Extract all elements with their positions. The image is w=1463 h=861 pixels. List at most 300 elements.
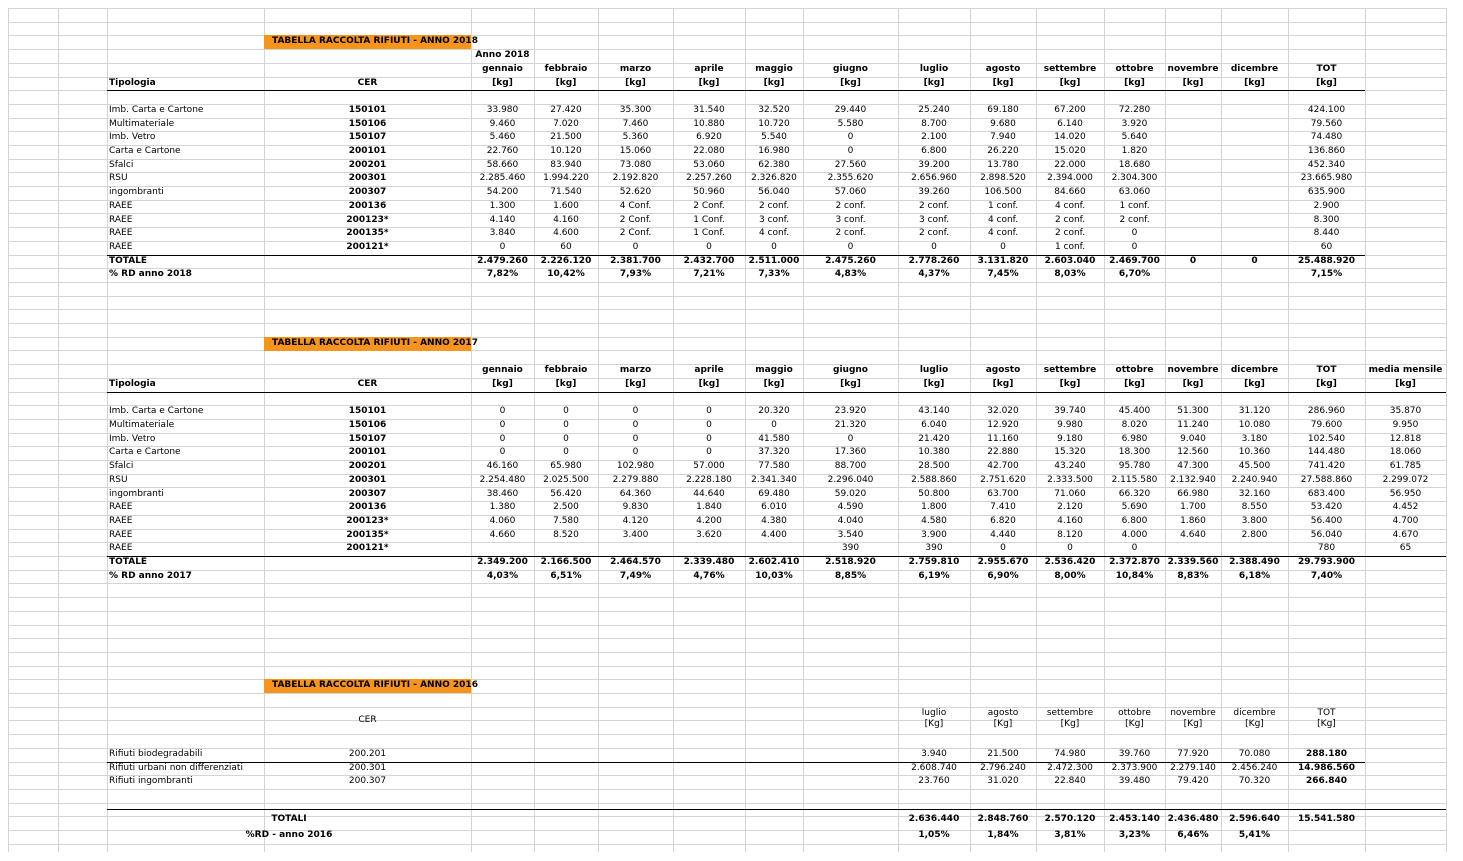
rd-cell: 4,03% [486,571,519,581]
column-header: febbraio [544,365,588,375]
total-cell: 3.131.820 [977,256,1029,266]
data-cell: 2.472.300 [1047,763,1093,773]
data-cell [1165,172,1221,185]
unit-label: [kg] [1124,379,1145,389]
row-type-label: Carta e Cartone [109,447,181,457]
unit-label: [kg] [923,379,945,389]
data-cell: 39.260 [918,187,950,197]
data-cell: 20.320 [758,406,790,416]
data-cell: 32.020 [987,406,1019,416]
unit-label: [kg] [1316,379,1337,389]
rd-cell: 6,90% [987,571,1019,581]
data-cell: 35.300 [619,105,652,115]
data-cell [1165,241,1221,254]
data-cell: 8.700 [921,119,947,129]
data-cell: 1.994.220 [543,173,589,183]
data-cell: 8.520 [553,530,579,540]
data-cell: 15.320 [1054,447,1086,457]
gridline-horizontal [8,597,1446,598]
data-cell: 2.500 [553,502,579,512]
rd-cell: 7,82% [486,269,519,279]
data-cell: 9.680 [990,119,1016,129]
data-cell: 2 conf. [1054,215,1086,225]
data-cell: 4.040 [837,516,864,526]
data-cell: 10.360 [1238,447,1271,457]
data-cell: 50.800 [918,489,950,499]
rd-cell [1165,268,1221,281]
data-cell: 0 [563,420,569,430]
data-cell: 10.880 [693,119,725,129]
total-cell: 2.570.120 [1044,814,1096,824]
row-cer-code: 150106 [348,119,387,129]
data-cell: 6.980 [1121,434,1148,444]
column-header: aprile [694,365,724,375]
gridline-vertical [1446,8,1447,852]
rd-cell: 10,03% [755,571,793,581]
unit-label: [Kg] [1125,719,1144,729]
data-cell: 10.720 [758,119,790,129]
data-cell: 37.320 [758,447,790,457]
data-cell: 39.760 [1118,749,1151,759]
data-cell: 60 [560,242,572,252]
total-cell: 2.778.260 [908,256,960,266]
data-cell: 4.590 [837,502,864,512]
unit-label: [kg] [992,379,1014,389]
data-cell: 4.160 [553,215,579,225]
data-cell: 46.160 [486,461,519,471]
row-type-label: RAEE [109,543,133,553]
data-cell: 136.860 [1307,146,1346,156]
data-cell: 66.320 [1118,489,1151,499]
column-header: luglio [919,64,949,74]
data-cell: 79.420 [1177,776,1209,786]
data-cell: 1.820 [1121,146,1148,156]
data-cell: 13.780 [987,160,1019,170]
column-header: giugno [833,365,868,375]
unit-label: [kg] [1316,78,1337,88]
row-cer-code: 200136 [348,502,387,512]
data-cell: 1 Conf. [693,215,725,225]
data-cell: 2.456.240 [1231,763,1278,773]
data-cell: 4.452 [1392,502,1419,512]
gridline-horizontal [8,49,1446,50]
data-cell: 56.400 [1310,516,1343,526]
data-cell: 4 conf. [758,228,790,238]
unit-label: [kg] [763,379,785,389]
data-cell: 0 [847,132,854,142]
rd-cell [1365,570,1446,583]
data-cell: 71.540 [550,187,582,197]
data-cell: 31.120 [1238,406,1271,416]
unit-label: [kg] [1244,379,1265,389]
data-cell: 9.980 [1057,420,1083,430]
rd-cell: 7,33% [758,269,790,279]
data-cell: 47.300 [1177,461,1209,471]
data-cell: 3 conf. [835,215,866,225]
total-cell: 2.475.260 [825,256,876,266]
row-type-label: ingombranti [109,187,164,197]
gridline-horizontal [8,844,1446,845]
data-cell: 4.160 [1057,516,1083,526]
rd-cell: 7,49% [619,571,652,581]
rd-cell: 10,84% [1115,571,1154,581]
data-cell: 2 conf. [918,201,950,211]
data-cell: 1.600 [553,201,579,211]
data-cell: 2.132.940 [1170,475,1216,485]
data-cell: 23.665.980 [1300,173,1353,183]
gridline-horizontal [8,350,1446,351]
data-cell: 3.840 [489,228,516,238]
data-cell: 12.560 [1177,447,1209,457]
data-cell: 15.060 [619,146,652,156]
data-cell: 15.020 [1054,146,1086,156]
gridline-horizontal [8,789,1446,790]
data-cell: 2.900 [1313,201,1340,211]
row-cer-code: 200307 [348,489,387,499]
total-cell: 2.636.440 [908,814,960,824]
rd-label: % RD anno 2017 [109,571,192,581]
data-cell: 45.400 [1118,406,1151,416]
data-cell: 10.080 [1238,420,1271,430]
column-header: marzo [619,64,652,74]
rd-cell [1221,268,1288,281]
data-cell [1221,186,1288,199]
rd-label: %RD - anno 2016 [245,830,333,840]
data-cell: 2.394.000 [1047,173,1093,183]
data-cell: 0 [771,420,777,430]
data-cell: 4.000 [1121,530,1148,540]
data-cell: 74.980 [1054,749,1086,759]
row-type-label: RAEE [109,502,133,512]
data-cell: 66.980 [1177,489,1209,499]
data-cell: 7.410 [990,502,1016,512]
data-cell [1165,131,1221,144]
total-cell: 2.603.040 [1044,256,1096,266]
data-cell: 0 [499,242,506,252]
data-cell: 2 conf. [835,201,866,211]
data-cell: 4.400 [761,530,787,540]
data-cell: 57.000 [693,461,725,471]
row-cer-code: 150106 [348,420,387,430]
column-header: ottobre [1115,365,1154,375]
column-header: novembre [1170,708,1216,718]
rd-cell: 6,70% [1118,269,1151,279]
total-cell [1365,556,1446,569]
column-header: ottobre [1115,64,1154,74]
data-cell: 65.980 [550,461,582,471]
data-cell: 144.480 [1307,447,1346,457]
data-cell: 2.326.820 [751,173,797,183]
column-header: maggio [755,64,793,74]
row-cer-code: 200135* [346,228,389,238]
total-cell: 2.349.200 [477,557,528,567]
data-cell: 2.751.620 [980,475,1026,485]
unit-label: [kg] [840,379,861,389]
data-cell [1221,118,1288,131]
data-cell: 22.840 [1054,776,1086,786]
data-cell: 18.300 [1118,447,1151,457]
data-cell: 102.540 [1307,434,1346,444]
gridline-horizontal [8,734,1446,735]
row-type-label: RAEE [109,215,133,225]
data-cell [1221,131,1288,144]
total-cell: 2.372.870 [1109,557,1160,567]
data-cell: 9.950 [1392,420,1419,430]
total-cell: 2.536.420 [1044,557,1096,567]
data-cell: 23.760 [918,776,950,786]
data-cell: 3.900 [921,530,947,540]
data-cell: 780 [1317,543,1336,553]
data-cell: 4 conf. [987,215,1019,225]
data-cell: 43.240 [1054,461,1086,471]
data-cell: 61.785 [1389,461,1422,471]
data-cell: 31.540 [693,105,725,115]
data-cell [673,542,745,555]
column-header: TOT [1317,708,1336,718]
data-cell: 0 [499,406,506,416]
rd-cell: 10,42% [547,269,585,279]
column-header: gennaio [482,64,523,74]
data-cell: 0 [632,434,639,444]
data-cell: 424.100 [1307,105,1346,115]
data-cell: 7.460 [622,119,649,129]
gridline-horizontal [8,625,1446,626]
data-cell: 9.830 [622,502,649,512]
data-cell: 12.818 [1389,434,1422,444]
total-cell: 29.793.900 [1298,557,1355,567]
unit-label: [Kg] [924,719,944,729]
data-cell: 4.700 [1392,516,1419,526]
data-cell: 683.400 [1307,489,1346,499]
total-cell: 2.602.410 [748,557,800,567]
row-cer-code: 200135* [346,530,389,540]
data-cell: 57.060 [834,187,867,197]
data-cell: 2 conf. [1119,215,1150,225]
rd-cell: 8,00% [1054,571,1086,581]
row-type-label: Carta e Cartone [109,146,181,156]
unit-label: [kg] [625,78,646,88]
data-cell: 0 [563,434,569,444]
data-cell [1165,104,1221,117]
total-cell: 2.518.920 [825,557,876,567]
data-cell: 53.060 [693,160,725,170]
data-cell: 50.960 [693,187,725,197]
column-header: gennaio [482,365,523,375]
column-header: agosto [985,64,1021,74]
data-cell: 5.640 [1121,132,1148,142]
data-cell: 71.060 [1054,489,1086,499]
data-cell: 18.680 [1118,160,1151,170]
data-cell: 0 [632,447,639,457]
data-cell: 42.700 [987,461,1019,471]
data-cell: 54.200 [486,187,519,197]
row-type-label: Imb. Vetro [109,434,156,444]
rd-label: % RD anno 2018 [109,269,192,279]
data-cell: 25.240 [918,105,950,115]
data-cell: 2.254.480 [479,475,526,485]
data-cell: 1.840 [696,502,722,512]
data-cell: 16.980 [758,146,790,156]
data-cell: 0 [499,434,506,444]
data-cell: 52.620 [619,187,652,197]
row-type-label: RAEE [109,516,133,526]
data-cell: 11.240 [1177,420,1209,430]
data-cell [471,542,534,555]
data-cell: 17.360 [834,447,867,457]
rd-cell: 8,85% [834,571,867,581]
data-cell: 0 [563,406,569,416]
data-cell: 3 conf. [918,215,950,225]
data-cell: 2.898.520 [980,173,1026,183]
unit-label: [kg] [1124,78,1145,88]
data-cell: 51.300 [1177,406,1209,416]
total-cell: 0 [1189,256,1197,266]
total-cell: 2.955.670 [977,557,1029,567]
column-header: dicembre [1233,708,1276,718]
data-cell: 70.080 [1238,749,1271,759]
data-cell: 33.980 [486,105,519,115]
row-cer-code: 200301 [348,475,387,485]
data-cell: 29.440 [834,105,867,115]
gridline-horizontal [8,8,1446,9]
data-cell: 0 [1131,242,1138,252]
row-type-label: Sfalci [109,461,134,471]
data-cell: 2.341.340 [751,475,797,485]
data-cell [1221,227,1288,240]
data-cell: 4.440 [990,530,1016,540]
row-cer-code: 150107 [348,434,387,444]
total-cell: 2.511.000 [748,256,800,266]
data-cell: 2 conf. [1054,228,1086,238]
data-cell: 0 [499,447,506,457]
data-cell: 1.800 [921,502,947,512]
tipologia-header: Tipologia [109,78,156,88]
data-cell: 7.020 [553,119,579,129]
data-cell: 27.420 [550,105,582,115]
column-header: TOT [1316,64,1337,74]
rd-cell: 4,76% [693,571,725,581]
data-cell: 0 [847,434,854,444]
data-cell: 22.000 [1054,160,1086,170]
table-title: TABELLA RACCOLTA RIFIUTI - ANNO 2016 [264,679,471,693]
gridline-horizontal [8,611,1446,612]
total-cell: 2.381.700 [610,256,661,266]
data-cell: 60 [1320,242,1333,252]
unit-label: [kg] [1395,379,1416,389]
column-header: settembre [1043,365,1097,375]
data-cell: 4.600 [553,228,579,238]
year-label: Anno 2018 [475,50,530,60]
row-cer-code: 200121* [346,543,389,553]
data-cell: 4.140 [489,215,516,225]
data-cell: 6.040 [921,420,947,430]
row-type-label: Imb. Carta e Cartone [109,406,204,416]
data-cell [1221,200,1288,213]
data-cell: 67.200 [1054,105,1086,115]
column-header: ottobre [1118,708,1151,718]
total-cell: 0 [1251,256,1258,266]
data-cell: 102.980 [616,461,655,471]
data-cell: 14.020 [1054,132,1086,142]
unit-label: [kg] [1244,78,1265,88]
data-cell [1165,186,1221,199]
rd-cell: 7,45% [987,269,1019,279]
total-cell: 2.453.140 [1109,814,1160,824]
row-cer-code: 200.301 [348,763,387,773]
data-cell: 77.580 [758,461,790,471]
row-type-label: RAEE [109,242,133,252]
row-type-label: Imb. Vetro [109,132,156,142]
data-cell: 2.279.140 [1170,763,1216,773]
data-cell: 84.660 [1054,187,1086,197]
data-cell: 2.240.940 [1231,475,1278,485]
data-cell: 0 [1067,543,1073,553]
data-cell: 56.420 [550,489,582,499]
data-cell [1165,214,1221,227]
data-cell: 56.950 [1389,489,1422,499]
data-cell: 4 Conf. [619,201,652,211]
data-cell: 2.257.260 [686,173,732,183]
unit-label: [kg] [763,78,785,88]
rd-cell: 3,81% [1054,830,1086,840]
total-cell: 25.488.920 [1298,256,1355,266]
data-cell: 70.320 [1238,776,1271,786]
data-cell: 22.760 [486,146,519,156]
data-cell: 9.180 [1057,434,1083,444]
column-header: TOT [1316,365,1337,375]
data-cell [1165,159,1221,172]
data-cell: 5.690 [1121,502,1148,512]
data-cell: 288.180 [1306,749,1347,759]
row-cer-code: 200101 [348,146,387,156]
data-cell: 1.300 [489,201,516,211]
data-cell [1165,118,1221,131]
data-cell: 23.920 [834,406,867,416]
data-cell: 43.140 [918,406,950,416]
data-cell: 4.640 [1180,530,1206,540]
data-cell: 41.580 [758,434,790,444]
row-cer-code: 150101 [348,406,387,416]
row-type-label: RAEE [109,228,133,238]
data-cell: 39.740 [1054,406,1086,416]
total-cell: 2.848.760 [977,814,1029,824]
data-cell [1165,200,1221,213]
gridline-horizontal [8,323,1446,324]
data-cell: 2.115.580 [1111,475,1158,485]
unit-label: [Kg] [993,719,1013,729]
data-cell: 4.660 [489,530,516,540]
gridline-horizontal [8,282,1446,283]
header-underline [107,90,1365,91]
data-cell: 3.920 [1121,119,1148,129]
data-cell: 77.920 [1177,749,1209,759]
data-cell [598,542,673,555]
data-cell: 741.420 [1307,461,1346,471]
data-cell: 5.360 [622,132,649,142]
data-cell: 21.500 [987,749,1019,759]
unit-label: [kg] [625,379,646,389]
data-cell: 0 [931,242,937,252]
rd-cell: 6,18% [1238,571,1271,581]
unit-label: [kg] [1059,379,1081,389]
gridline-horizontal [8,693,1446,694]
row-cer-code: 200301 [348,173,387,183]
data-cell: 4.670 [1392,530,1419,540]
data-cell: 0 [847,146,854,156]
data-cell: 2.355.620 [827,173,874,183]
data-cell: 0 [847,242,854,252]
total-cell: 2.226.120 [540,256,592,266]
